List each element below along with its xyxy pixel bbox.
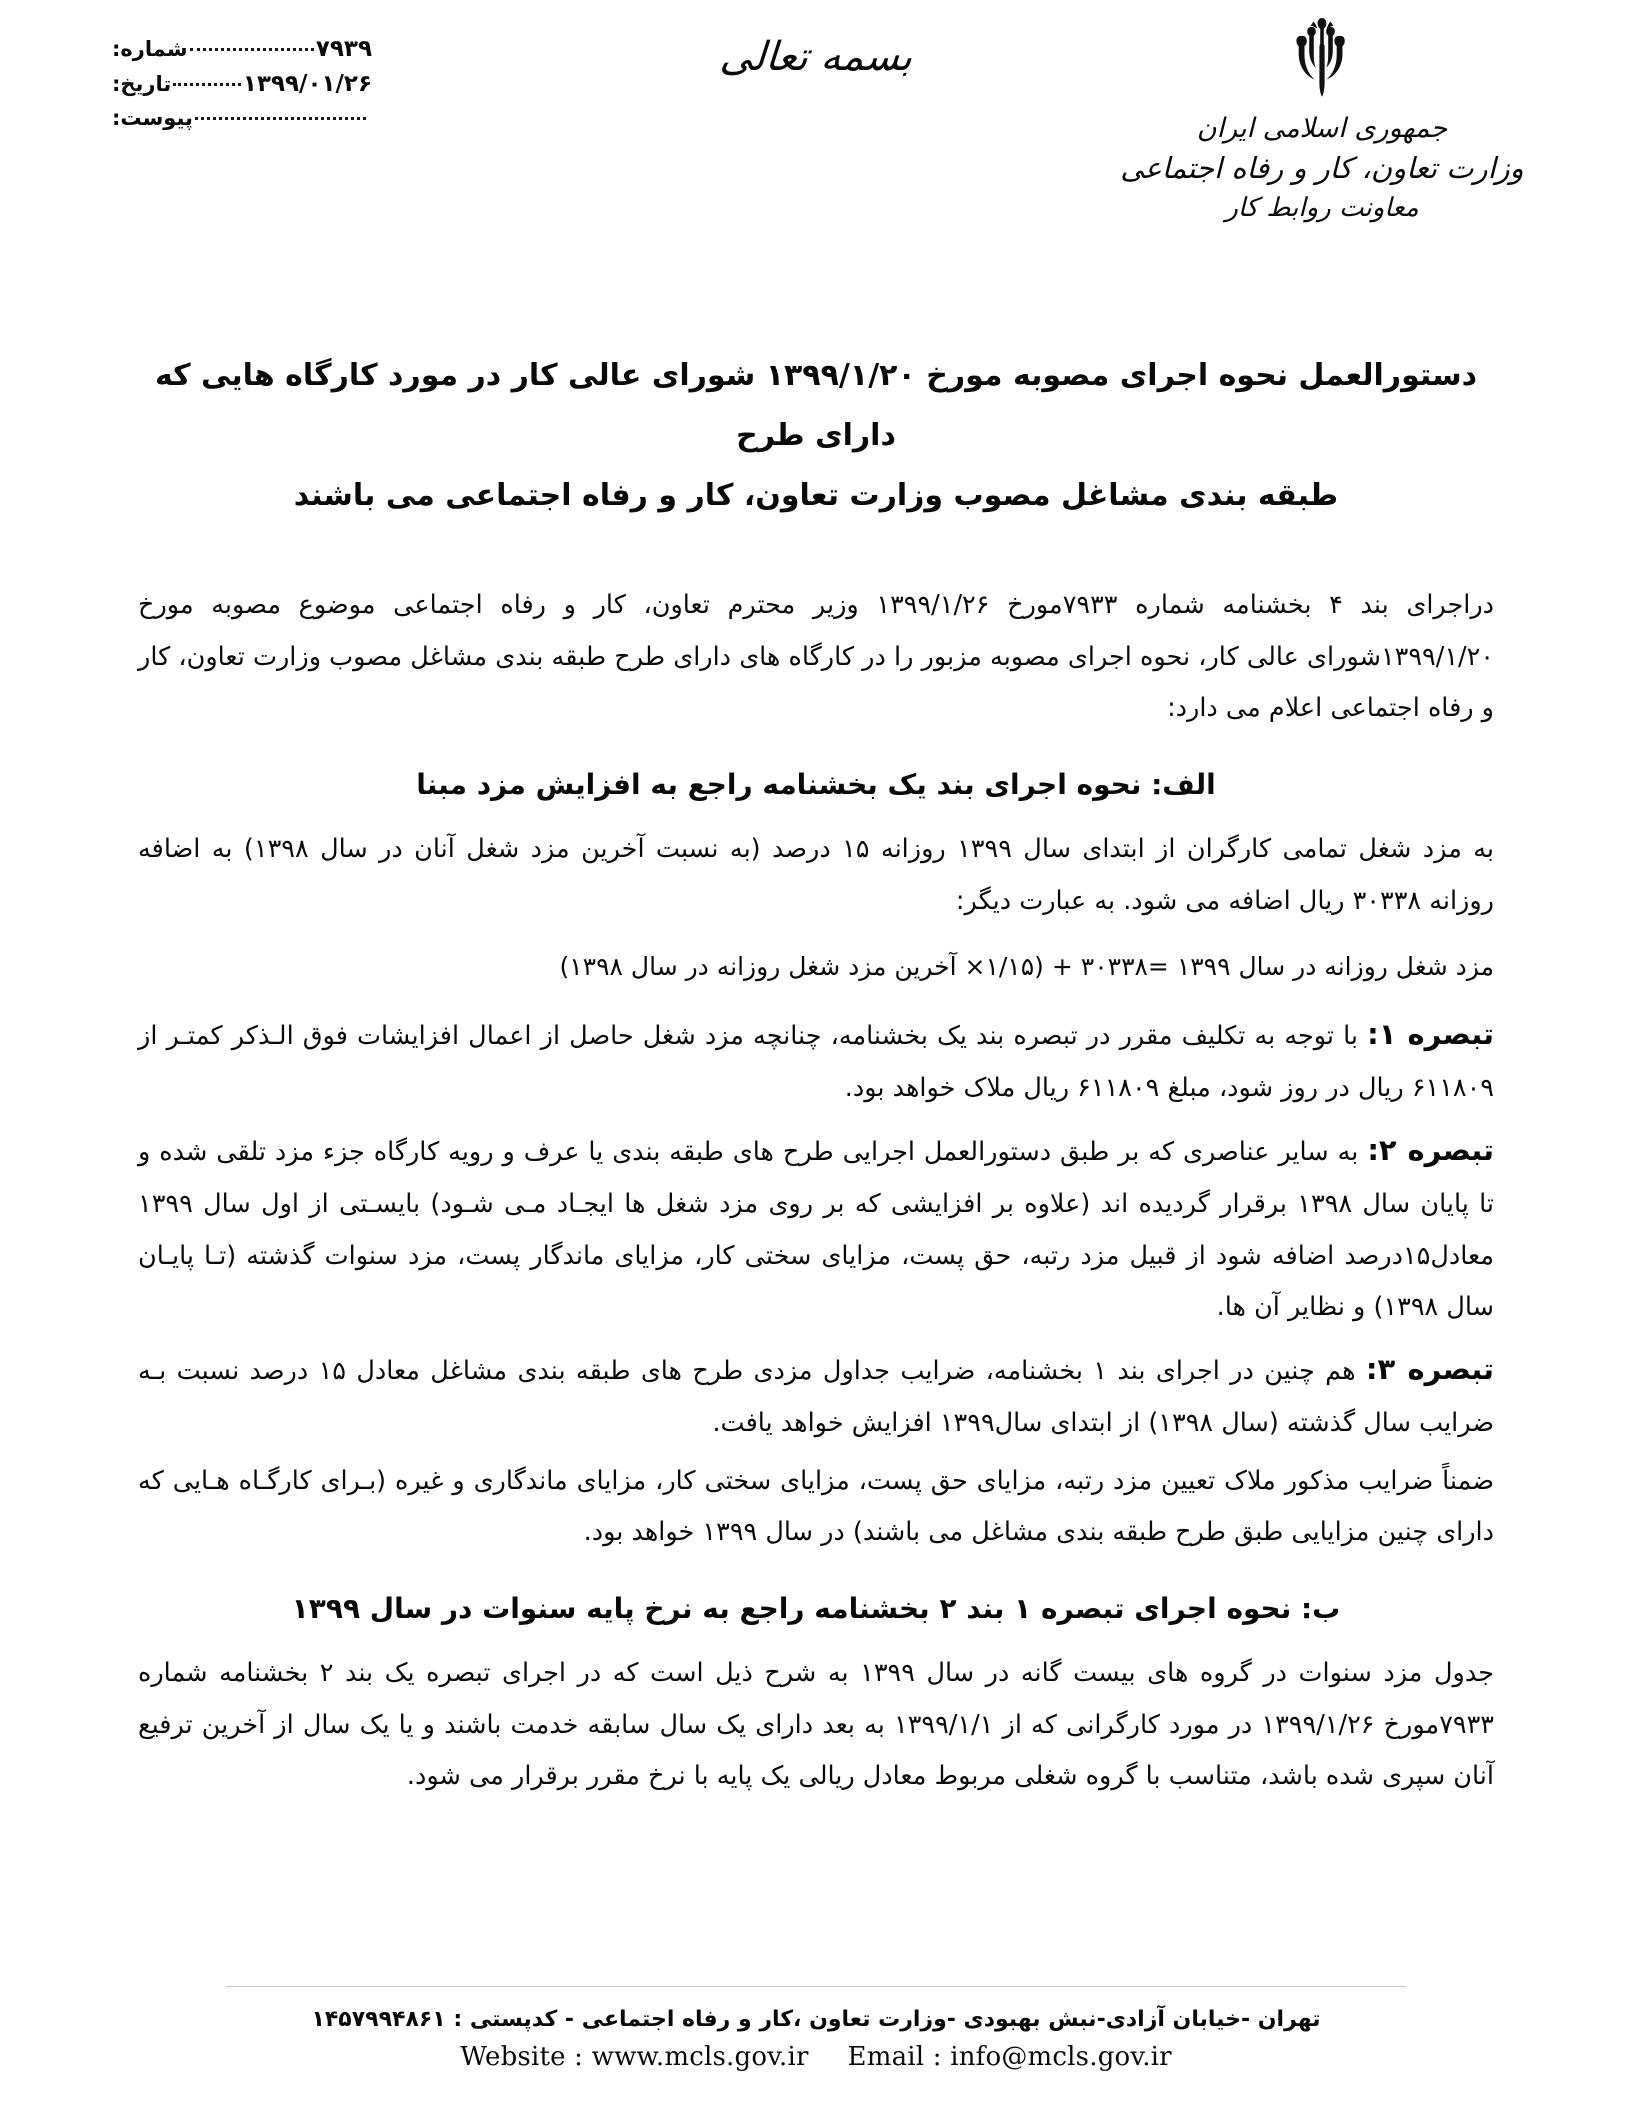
dotted-leader [173, 83, 241, 86]
email-address[interactable]: info@mcls.gov.ir [950, 2042, 1172, 2072]
note-1-text: با توجه به تکلیف مقرر در تبصره بند یک بخشنامه، چنانچه مزد شغل حاصل از اعمال افزایشات فوق الـذکر کمتـر از ۶۱۱۸۰۹ ریال در روز شود، مبلغ ۶۱۱۸۰۹ ریال ملاک خواهد بود. [138, 1020, 1494, 1104]
section-b-heading: ب: نحوه اجرای تبصره ۱ بند ۲ بخشنامه راجع به نرخ پایه سنوات در سال ۱۳۹۹ [291, 1591, 1341, 1625]
footer-divider [226, 1986, 1406, 1987]
note-2 [138, 1121, 1494, 1334]
footer-address: تهران -خیابان آزادی-نبش بهبودی -وزارت تعاون ،کار و رفاه اجتماعی - کدپستی : ۱۴۵۷۹۹۴۸۶۱ [311, 2007, 1321, 2032]
reference-date-row [112, 71, 372, 97]
note-1-label: تبصره ۱: [1367, 1016, 1494, 1051]
note-3 [138, 1340, 1494, 1450]
website-label: Website : [460, 2042, 584, 2072]
page-title-line-2: طبقه بندی مشاغل مصوب وزارت تعاون، کار و رفاه اجتماعی می باشند [293, 478, 1339, 513]
reference-number-label: شماره: [112, 37, 188, 61]
note-2-text: به سایر عناصری که بر طبق دستورالعمل اجرایی طرح های طبقه بندی یا عرف و رویه کارگاه جزء مزد تلقی شده و تا پایان سال ۱۳۹۸ برقرار گردیده اند (علاوه بر افزایشی که بر روی مزد شغل ها ایجـاد مـی شـود) بایسـتی از اول سال ۱۳۹۹ معادل۱۵درصد اضافه شود از قبیل مزد رتبه، حق پست، مزایای سختی کار، مزایای ماندگار پست، مزد سنوات گذشته (تـا پایـان سال ۱۳۹۸) و نظایر آن ها. [138, 1136, 1494, 1323]
note-2-label: تبصره ۲: [1367, 1132, 1495, 1167]
letterhead-country: جمهوری اسلامی ایران [1196, 113, 1448, 144]
page-title-line-1: دستورالعمل نحوه اجرای مصوبه مورخ ۱۳۹۹/۱/۲۰ شورای عالی کار در مورد کارگاه هایی که دارای طرح [154, 358, 1478, 453]
note-3-text: هم چنین در اجرای بند ۱ بخشنامه، ضرایب جداول مزدی طرح های طبقه بندی مشاغل معادل ۱۵ درصد نسبت بـه ضرایب سال گذشته (سال ۱۳۹۸) از ابتدای سال۱۳۹۹ افزایش خواهد یافت. [138, 1355, 1494, 1439]
email-label: Email : [847, 2042, 942, 2072]
ministry-letterhead [1082, 14, 1562, 226]
footer-contact [0, 2042, 1632, 2072]
reference-attachment-row [112, 106, 372, 130]
note-3-extra-paragraph: ضمناً ضرایب مذکور ملاک تعیین مزد رتبه، مزایای حق پست، مزایای سختی کار، مزایای ماندگاری و غیره (بـرای کارگـاه هـایی که دارای چنین مزایایی طبق طرح طبقه بندی مشاغل می باشند) در سال ۱۳۹۹ خواهد بود. [138, 1465, 1494, 1548]
letterhead-department: معاونت روابط کار [1225, 192, 1419, 223]
dotted-leader [195, 117, 366, 120]
dotted-leader [190, 48, 314, 51]
document-header [0, 0, 1632, 300]
website-url[interactable]: www.mcls.gov.ir [591, 2042, 809, 2072]
reference-date-label: تاریخ: [112, 72, 172, 96]
document-footer [0, 1986, 1632, 2072]
reference-number-value: ۷۹۳۹ [315, 36, 372, 62]
section-a-heading: الف: نحوه اجرای بند یک بخشنامه راجع به افزایش مزد مبنا [416, 767, 1216, 801]
section-b-paragraph: جدول مزد سنوات در گروه های بیست گانه در سال ۱۳۹۹ به شرح ذیل است که در اجرای تبصره یک بند ۲ بخشنامه شماره ۷۹۳۳مورخ ۱۳۹۹/۱/۲۶ در مورد کارگرانی که از ۱۳۹۹/۱/۱ به بعد دارای یک سال سابقه خدمت باشند و یا یک سال از آخرین ترفیع آنان سپری شده باشد، متناسب با گروه شغلی مربوط معادل ریالی یک پایه با نرخ مقرر برقرار می شود. [138, 1658, 1494, 1792]
note-1 [138, 1005, 1494, 1115]
section-a-paragraph: به مزد شغل تمامی کارگران از ابتدای سال ۱۳۹۹ روزانه ۱۵ درصد (به نسبت آخرین مزد شغل آنان در سال ۱۳۹۸) به اضافه روزانه ۳۰۳۳۸ ریال اضافه می شود. به عبارت دیگر: [138, 834, 1495, 916]
reference-number-row [112, 36, 372, 62]
page-title [150, 346, 1482, 526]
iran-emblem-icon [1082, 14, 1562, 104]
reference-block [112, 36, 372, 139]
wage-formula: مزد شغل روزانه در سال ۱۳۹۹ =۳۰۳۳۸ + (۱/۱۵× آخرین مزد شغل روزانه در سال ۱۳۹۸) [559, 952, 1494, 982]
letterhead-ministry: وزارت تعاون، کار و رفاه اجتماعی [1120, 151, 1524, 186]
reference-attachment-label: پیوست: [112, 106, 193, 130]
note-3-label: تبصره ۳: [1365, 1351, 1495, 1386]
document-body [138, 580, 1494, 1803]
basmala-text: بسمه تعالی [718, 34, 914, 80]
intro-paragraph: دراجرای بند ۴ بخشنامه شماره ۷۹۳۳مورخ ۱۳۹۹/۱/۲۶ وزیر محترم تعاون، کار و رفاه اجتماعی موضوع مصوبه مورخ ۱۳۹۹/۱/۲۰شورای عالی کار، نحوه اجرای مصوبه مزبور را در کارگاه های دارای طرح طبقه بندی مشاغل مصوب وزارت تعاون، کار و رفاه اجتماعی اعلام می دارد: [138, 590, 1494, 723]
reference-date-value: ۱۳۹۹/۰۱/۲۶ [242, 71, 372, 97]
